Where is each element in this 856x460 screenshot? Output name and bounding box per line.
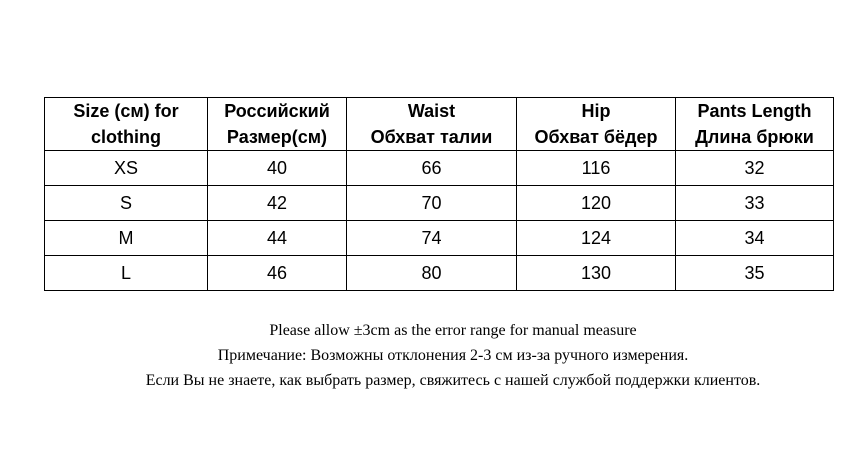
cell-pants-length: 35 [676, 256, 834, 291]
header-waist-line1: Waist [407, 101, 456, 121]
note-deviation-ru: Примечание: Возможны отклонения 2-3 см из-за ручного измерения. [217, 347, 689, 364]
header-pants-length-line2: Длина брюки [695, 127, 814, 147]
table-row [45, 221, 834, 256]
cell-pants-length: 34 [676, 221, 834, 256]
cell-russian-size: 40 [208, 151, 347, 186]
header-pants-length-line1: Pants Length [697, 101, 812, 121]
table-row [45, 256, 834, 291]
cell-hip: 130 [517, 256, 676, 291]
cell-size: XS [45, 151, 208, 186]
cell-russian-size: 42 [208, 186, 347, 221]
cell-size: S [45, 186, 208, 221]
cell-waist: 80 [347, 256, 517, 291]
header-russian-size-line2: Размер(см) [226, 127, 328, 147]
header-hip-line2: Обхват бёдер [534, 127, 658, 147]
header-waist-line2: Обхват талии [370, 127, 493, 147]
note-contact-support-ru: Если Вы не знаете, как выбрать размер, свяжитесь с нашей службой поддержки клиентов. [145, 372, 761, 389]
cell-hip: 120 [517, 186, 676, 221]
cell-russian-size: 46 [208, 256, 347, 291]
cell-waist: 66 [347, 151, 517, 186]
cell-pants-length: 33 [676, 186, 834, 221]
size-chart-header [45, 98, 834, 151]
header-waist [347, 98, 517, 151]
cell-russian-size: 44 [208, 221, 347, 256]
header-size [45, 98, 208, 151]
cell-waist: 70 [347, 186, 517, 221]
cell-hip: 116 [517, 151, 676, 186]
cell-pants-length: 32 [676, 151, 834, 186]
header-pants-length [676, 98, 834, 151]
header-size-line1: Size (см) for [73, 101, 179, 121]
table-row [45, 151, 834, 186]
header-row [45, 98, 834, 151]
header-size-line2: clothing [91, 127, 161, 147]
cell-waist: 74 [347, 221, 517, 256]
measurement-notes [0, 318, 856, 393]
cell-size: M [45, 221, 208, 256]
header-hip [517, 98, 676, 151]
size-chart-body [45, 151, 834, 291]
cell-size: L [45, 256, 208, 291]
note-error-range: Please allow ±3cm as the error range for manual measure [269, 322, 637, 339]
header-hip-line1: Hip [581, 101, 611, 121]
table-row [45, 186, 834, 221]
header-russian-size-line1: Российский [224, 101, 330, 121]
size-chart-table [44, 97, 834, 291]
cell-hip: 124 [517, 221, 676, 256]
header-russian-size [208, 98, 347, 151]
